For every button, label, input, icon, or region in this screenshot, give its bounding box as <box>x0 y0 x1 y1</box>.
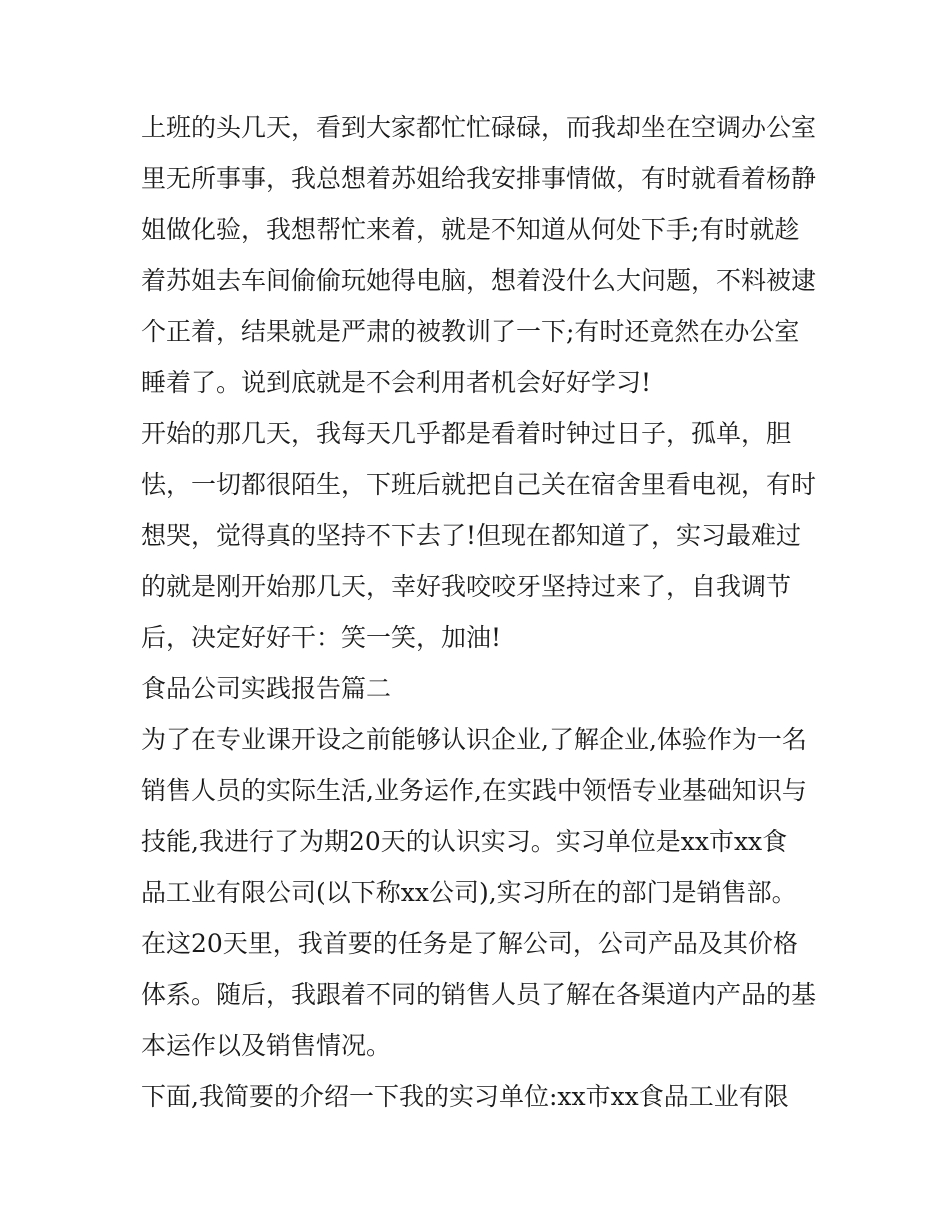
paragraph-line: 里无所事事，我总想着苏姐给我安排事情做，有时就看着杨静 <box>141 164 817 193</box>
paragraph-line: 下面,我简要的介绍一下我的实习单位:xx市xx食品工业有限 <box>141 1082 789 1111</box>
paragraph-line: 开始的那几天，我每天几乎都是看着时钟过日子，孤单，胆 <box>141 419 792 448</box>
paragraph-line: 着苏姐去车间偷偷玩她得电脑，想着没什么大问题，不料被逮 <box>141 266 817 295</box>
paragraph-line: 技能,我进行了为期20天的认识实习。实习单位是xx市xx食 <box>141 827 788 856</box>
paragraph-line: 想哭，觉得真的坚持不下去了!但现在都知道了，实习最难过 <box>141 521 802 550</box>
paragraph-line: 睡着了。说到底就是不会利用者机会好好学习! <box>141 368 652 397</box>
paragraph-line: 的就是刚开始那几天，幸好我咬咬牙坚持过来了，自我调节 <box>141 572 792 601</box>
paragraph-line: 本运作以及销售情况。 <box>141 1031 392 1060</box>
paragraph-line: 怯，一切都很陌生，下班后就把自己关在宿舍里看电视，有时 <box>141 470 817 499</box>
paragraph-line: 后，决定好好干：笑一笑，加油! <box>141 623 502 652</box>
section-heading: 食品公司实践报告篇二 <box>141 674 392 703</box>
paragraph-line: 品工业有限公司(以下称xx公司),实习所在的部门是销售部。 <box>141 878 797 907</box>
paragraph-line: 个正着，结果就是严肃的被教训了一下;有时还竟然在办公室 <box>141 317 800 346</box>
paragraph-line: 姐做化验，我想帮忙来着，就是不知道从何处下手;有时就趁 <box>141 215 800 244</box>
paragraph-line: 体系。随后，我跟着不同的销售人员了解在各渠道内产品的基 <box>141 980 817 1009</box>
paragraph-line: 销售人员的实际生活,业务运作,在实践中领悟专业基础知识与 <box>141 776 807 805</box>
paragraph-line: 为了在专业课开设之前能够认识企业,了解企业,体验作为一名 <box>141 725 807 754</box>
paragraph-line: 上班的头几天，看到大家都忙忙碌碌，而我却坐在空调办公室 <box>141 113 817 142</box>
paragraph-line: 在这20天里，我首要的任务是了解公司，公司产品及其价格 <box>141 929 798 958</box>
